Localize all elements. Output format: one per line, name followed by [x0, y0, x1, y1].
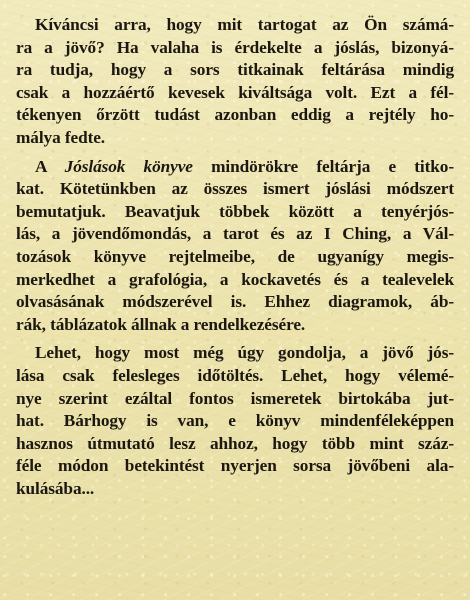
text-line: csak a hozzáértő kevesek kiváltsága volt. Ezt a fél-: [16, 82, 454, 102]
paragraph-3: [16, 342, 454, 500]
paragraph-1: [16, 14, 454, 150]
text-line: olvasásának módszerével is. Ehhez diagramok, áb-: [16, 292, 454, 312]
text-fragment: mindörökre feltárja e titko-: [192, 156, 454, 176]
book-title: Jóslások könyve: [64, 156, 193, 176]
paragraph-2: [16, 156, 454, 337]
text-line: kat. Kötetünkben az összes ismert jóslási módszert: [16, 179, 454, 199]
text-line: féle módon betekintést nyerjen sorsa jövőbeni ala-: [16, 456, 454, 476]
text-line: Kíváncsi arra, hogy mit tartogat az Ön számá-: [35, 15, 454, 34]
text-line: lása csak felesleges időtöltés. Lehet, hogy vélemé-: [16, 365, 454, 385]
text-line: lás, a jövendőmondás, a tarot és az I Ching, a Vál-: [16, 224, 454, 244]
text-line: ra a jövő? Ha valaha is érdekelte a jóslás, bizonyá-: [16, 37, 454, 57]
text-line: Lehet, hogy most még úgy gondolja, a jövő jós-: [35, 343, 454, 363]
text-line: merkedhet a grafológia, a kockavetés és a tealevelek: [16, 269, 454, 289]
text-line: málya fedte.: [16, 127, 106, 147]
text-line: tozások könyve rejtelmeibe, de ugyanígy megis-: [16, 246, 454, 266]
text-line: hat. Bárhogy is van, e könyv mindenféleképpen: [16, 411, 454, 431]
text-line: ra tudja, hogy a sors titkainak feltárása mindig: [16, 60, 454, 80]
text-line: hasznos útmutató lesz ahhoz, hogy több mint száz-: [16, 433, 454, 453]
text-line: rák, táblázatok állnak a rendelkezésére.: [16, 314, 306, 334]
blurb-text: [16, 14, 454, 500]
text-line: nye szerint ezáltal fontos ismeretek birtokába jut-: [16, 388, 454, 408]
text-line: tékenyen őrzött tudást azonban eddig a rejtély ho-: [16, 105, 454, 125]
text-fragment: A: [35, 156, 65, 176]
text-line: [16, 156, 454, 179]
text-line: bemutatjuk. Beavatjuk többek között a tenyérjós-: [16, 201, 454, 221]
text-line: kulásába...: [16, 478, 95, 498]
